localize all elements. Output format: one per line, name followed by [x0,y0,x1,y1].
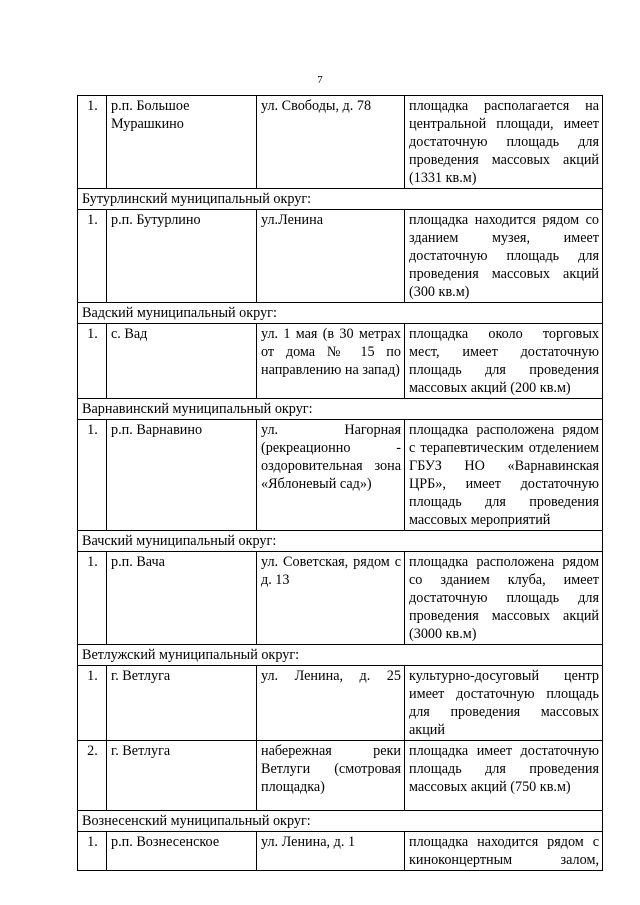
address-cell: ул. Нагорная (рекреационно - оздоровительная зона «Яблоневый сад») [257,420,405,531]
address-cell: набережная реки Ветлуги (смотровая площадка) [257,741,405,811]
table-row [78,832,603,871]
district-title: Вадский муниципальный округ: [78,303,603,324]
description-cell: площадка располагается на центральной площади, имеет достаточную площадь для проведения массовых акций (1331 кв.м) [405,96,603,189]
settlement-cell: г. Ветлуга [107,741,257,811]
district-title: Ветлужский муниципальный округ: [78,645,603,666]
row-number: 1. [78,420,107,531]
address-cell: ул. Свободы, д. 78 [257,96,405,189]
district-header-row [78,811,603,832]
settlement-cell: г. Ветлуга [107,666,257,741]
settlement-cell: р.п. Варнавино [107,420,257,531]
table-row [78,210,603,303]
district-header-row [78,531,603,552]
row-number: 2. [78,741,107,811]
address-cell: ул. 1 мая (в 30 метрах от дома № 15 по направлению на запад) [257,324,405,399]
table-row [78,552,603,645]
row-number: 1. [78,324,107,399]
district-title: Вачский муниципальный округ: [78,531,603,552]
address-cell: ул. Ленина, д. 25 [257,666,405,741]
row-number: 1. [78,96,107,189]
description-cell: площадка около торговых мест, имеет достаточную площадь для проведения массовых акций (200 кв.м) [405,324,603,399]
row-number: 1. [78,832,107,871]
district-header-row [78,645,603,666]
table-row [78,666,603,741]
venues-table-body [78,96,603,871]
row-number: 1. [78,552,107,645]
district-header-row [78,189,603,210]
address-cell: ул. Ленина, д. 1 [257,832,405,871]
table-row [78,741,603,811]
settlement-cell: р.п. Вознесенское [107,832,257,871]
table-row [78,420,603,531]
table-row [78,96,603,189]
description-cell: площадка находится рядом со зданием музея, имеет достаточную площадь для проведения массовых акций (300 кв.м) [405,210,603,303]
page-number: 7 [317,74,323,86]
description-cell: культурно-досуговый центр имеет достаточную площадь для проведения массовых акций [405,666,603,741]
description-cell: площадка находится рядом с киноконцертным залом, [405,832,603,871]
table-row [78,324,603,399]
venues-table [77,95,603,871]
settlement-cell: р.п. Бутурлино [107,210,257,303]
description-cell: площадка имеет достаточную площадь для проведения массовых акций (750 кв.м) [405,741,603,811]
address-cell: ул.Ленина [257,210,405,303]
description-cell: площадка расположена рядом с терапевтическим отделением ГБУЗ НО «Варнавинская ЦРБ», имеет достаточную площадь для проведения массовых мероприятий [405,420,603,531]
description-cell: площадка расположена рядом со зданием клуба, имеет достаточную площадь для проведения массовых акций (3000 кв.м) [405,552,603,645]
district-title: Вознесенский муниципальный округ: [78,811,603,832]
row-number: 1. [78,210,107,303]
settlement-cell: р.п. Вача [107,552,257,645]
row-number: 1. [78,666,107,741]
district-header-row [78,399,603,420]
settlement-cell: р.п. Большое Мурашкино [107,96,257,189]
district-header-row [78,303,603,324]
settlement-cell: с. Вад [107,324,257,399]
district-title: Бутурлинский муниципальный округ: [78,189,603,210]
district-title: Варнавинский муниципальный округ: [78,399,603,420]
address-cell: ул. Советская, рядом с д. 13 [257,552,405,645]
